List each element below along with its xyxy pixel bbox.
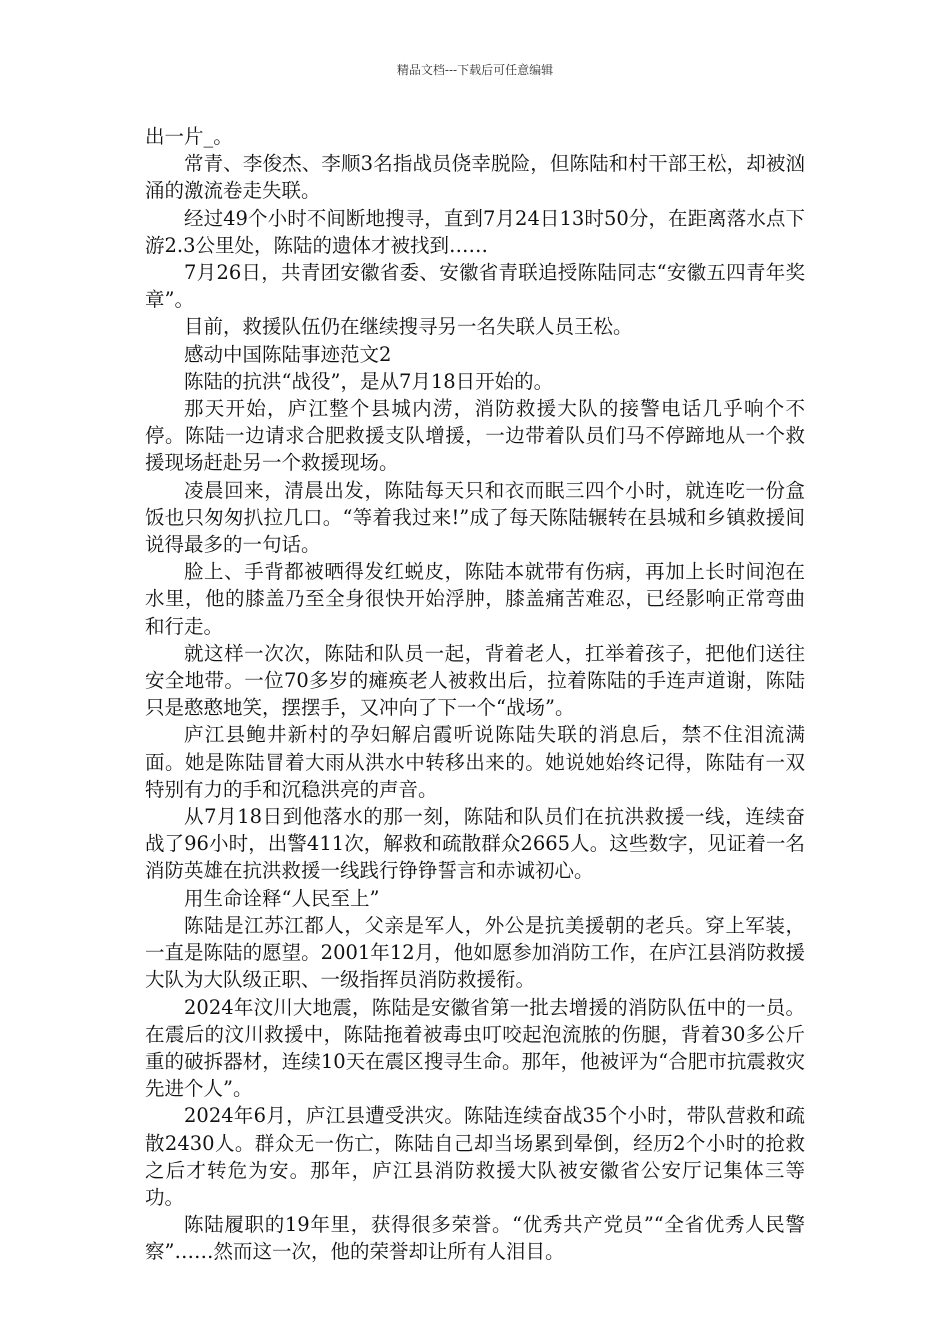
paragraph: 2024年6月，庐江县遭受洪灾。陈陆连续奋战35个小时，带队营救和疏散2430人。群众无一伤亡，陈陆自己却当场累到晕倒，经历2个小时的抢救之后才转危为安。那年，庐江县消防救援大队被安徽省公安厅记集体三等功。: [145, 1104, 805, 1209]
paragraph: 7月26日，共青团安徽省委、安徽省青联追授陈陆同志“安徽五四青年奖章”。: [145, 261, 805, 312]
paragraph: 2024年汶川大地震，陈陆是安徽省第一批去增援的消防队伍中的一员。在震后的汶川救援中，陈陆拖着被毒虫叮咬起泡流脓的伤腿，背着30多公斤重的破拆器材，连续10天在震区搜寻生命。那年，他被评为“合肥市抗震救灾先进个人”。: [145, 995, 805, 1101]
paragraph: 就这样一次次，陈陆和队员一起，背着老人，扛举着孩子，把他们送往安全地带。一位70多岁的瘫痪老人被救出后，拉着陈陆的手连声道谢，陈陆只是憨憨地笑，摆摆手，又冲向了下一个“战场”。: [145, 641, 805, 720]
section-subtitle: 用生命诠释“人民至上”: [184, 886, 380, 910]
paragraph: 庐江县鲍井新村的孕妇解启霞听说陈陆失联的消息后，禁不住泪流满面。她是陈陆冒着大雨从洪水中转移出来的。她说她始终记得，陈陆有一双特别有力的手和沉稳洪亮的声音。: [145, 723, 805, 801]
paragraph: 目前，救援队伍仍在继续搜寻另一名失联人员王松。: [184, 315, 633, 339]
paragraph: 陈陆是江苏江都人，父亲是军人，外公是抗美援朝的老兵。穿上军装，一直是陈陆的愿望。2001年12月，他如愿参加消防工作，在庐江县消防救援大队为大队级正职、一级指挥员消防救援衔。: [145, 913, 805, 992]
section-title: 感动中国陈陆事迹范文2: [184, 342, 392, 366]
paragraph: 凌晨回来，清晨出发，陈陆每天只和衣而眠三四个小时，就连吃一份盒饭也只匆匆扒拉几口。“等着我过来!”成了每天陈陆辗转在县城和乡镇救援间说得最多的一句话。: [145, 478, 805, 557]
page-header: 精品文档---下载后可任意编辑: [396, 63, 554, 77]
paragraph: 常青、李俊杰、李顺3名指战员侥幸脱险，但陈陆和村干部王松，却被汹涌的激流卷走失联。: [145, 152, 805, 203]
paragraph: 从7月18日到他落水的那一刻，陈陆和队员们在抗洪救援一线，连续奋战了96小时，出警411次，解救和疏散群众2665人。这些数字，见证着一名消防英雄在抗洪救援一线践行铮铮誓言和赤诚初心。: [145, 805, 805, 883]
paragraph: 那天开始，庐江整个县城内涝，消防救援大队的接警电话几乎响个不停。陈陆一边请求合肥救援支队增援，一边带着队员们马不停蹄地从一个救援现场赶赴另一个救援现场。: [145, 397, 805, 475]
paragraph: 经过49个小时不间断地搜寻，直到7月24日13时50分，在距离落水点下游2.3公里处，陈陆的遗体才被找到……: [145, 206, 805, 257]
paragraph: 陈陆履职的19年里，获得很多荣誉。“优秀共产党员”“全省优秀人民警察”……然而这一次，他的荣誉却让所有人泪目。: [145, 1213, 805, 1264]
document-body: [145, 123, 805, 1266]
paragraph: 陈陆的抗洪“战役”，是从7月18日开始的。: [184, 369, 554, 393]
paragraph: 出一片_。: [145, 125, 233, 148]
paragraph: 脸上、手背都被晒得发红蜕皮，陈陆本就带有伤病，再加上长时间泡在水里，他的膝盖乃至全身很快开始浮肿，膝盖痛苦难忍，已经影响正常弯曲和行走。: [145, 560, 805, 638]
